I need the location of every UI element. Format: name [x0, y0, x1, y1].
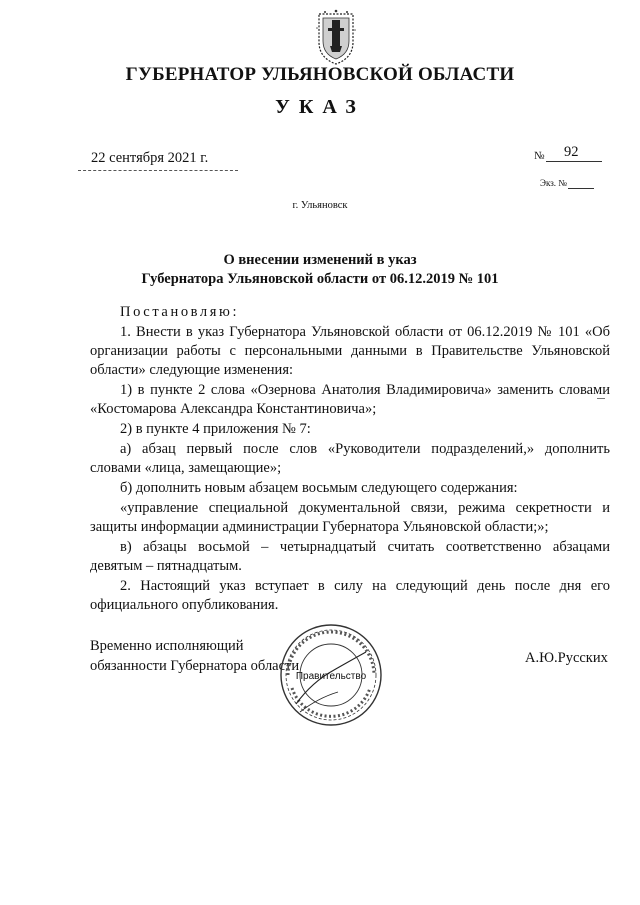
seal-center-text: Правительство [295, 671, 367, 682]
number-mark: № [534, 150, 545, 162]
decree-word: Постановляю: [120, 304, 240, 320]
paragraph-1-item-1: 1) в пункте 2 слова «Озернова Анатолия Владимировича» заменить словами «Костомарова Александра Константиновича»; [90, 382, 610, 417]
title-line-1: О внесении изменений в указ [223, 252, 417, 268]
city: г. Ульяновск [292, 200, 348, 211]
paragraph-1-item-2a: а) абзац первый после слов «Руководители подразделений,» дополнить словами «лица, замещающие»; [90, 441, 610, 476]
decree-date: 22 сентября 2021 г. [91, 150, 209, 166]
number-underline [546, 161, 602, 162]
signatory-name: А.Ю.Русских [525, 650, 608, 666]
date-underline [78, 170, 238, 171]
paragraph-1-item-2b-quote: «управление специальной документальной связи, режима секретности и защиты информации администрации Губернатора Ульяновской области;»; [90, 500, 610, 535]
decree-number: 92 [564, 144, 579, 160]
title-line-2: Губернатора Ульяновской области от 06.12.2019 № 101 [141, 271, 499, 287]
copy-number-underline [568, 188, 594, 189]
paragraph-2: 2. Настоящий указ вступает в силу на следующий день после дня его официального опубликования. [90, 578, 610, 613]
paragraph-1: 1. Внести в указ Губернатора Ульяновской области от 06.12.2019 № 101 «Об организации работы с персональными данными в Правительстве Ульяновской области» следующие изменения: [90, 324, 610, 378]
signatory-position [90, 636, 299, 676]
signatory-position-line-1: Временно исполняющий [90, 638, 244, 654]
official-seal-stamp [278, 622, 384, 728]
issuing-authority: ГУБЕРНАТОР УЛЬЯНОВСКОЙ ОБЛАСТИ [125, 64, 515, 85]
document-type: УКАЗ [275, 96, 365, 118]
document-title [0, 251, 640, 289]
paragraph-1-item-2b: б) дополнить новым абзацем восьмым следующего содержания: [120, 480, 518, 496]
paragraph-1-item-2c: в) абзацы восьмой – четырнадцатый считать соответственно абзацами девятым – пятнадцатым. [90, 539, 610, 574]
paragraph-1-item-2: 2) в пункте 4 приложения № 7: [120, 421, 311, 437]
document-body [90, 303, 610, 615]
signatory-position-line-2: обязанности Губернатора области [90, 658, 300, 674]
copy-number-label: Экз. № [540, 178, 567, 188]
coat-of-arms-emblem-icon [313, 8, 359, 66]
